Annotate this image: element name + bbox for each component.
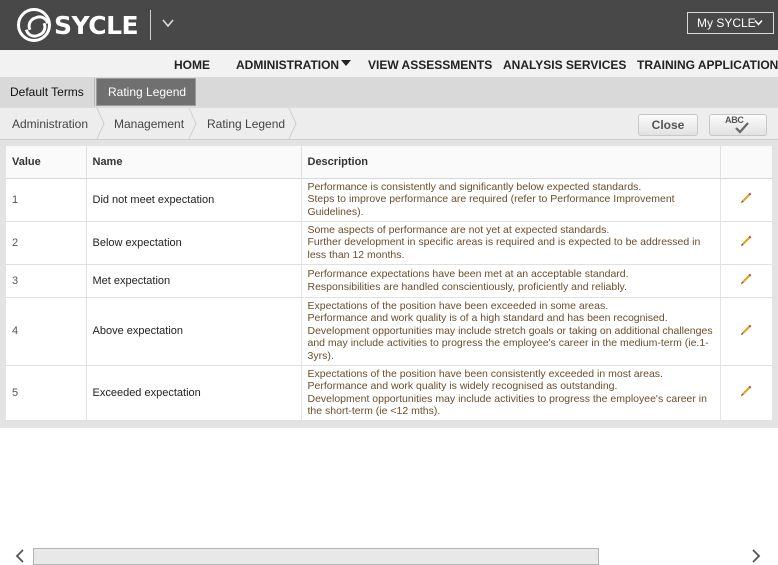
- tab-label: Default Terms: [10, 85, 84, 99]
- pencil-icon[interactable]: [739, 384, 753, 398]
- close-button-label: Close: [651, 118, 685, 132]
- cell-name: Exceeded expectation: [86, 365, 301, 420]
- table-row[interactable]: [6, 297, 772, 365]
- description-line: Further development in specific areas is required and is expected to be addressed in less than 12 months.: [307, 236, 701, 261]
- breadcrumb-separator-icon: [288, 108, 298, 139]
- cell-description: [301, 178, 720, 221]
- description-line: Development opportunities may include stretch goals or taking on additional challenges and may include activities to progress the employee's career in the medium-term (ie.1-3yrs).: [307, 324, 713, 362]
- nav-administration[interactable]: ADMINISTRATION: [236, 58, 340, 72]
- description-line: Responsibilities are handled conscientiously, proficiently and reliably.: [307, 280, 627, 293]
- table-row[interactable]: [6, 264, 772, 297]
- rating-legend-table: [6, 146, 773, 421]
- checkmark-icon: [735, 122, 749, 134]
- cell-edit: [720, 178, 772, 221]
- description-line: Performance and work quality is widely recognised as outstanding.: [307, 380, 618, 392]
- logo-text: SYCLE: [54, 10, 139, 40]
- pencil-icon[interactable]: [739, 191, 753, 205]
- nav-home[interactable]: HOME: [174, 58, 210, 72]
- cell-value: 1: [6, 178, 86, 221]
- table-row[interactable]: [6, 221, 772, 264]
- description-line: Development opportunities may include activities to progress the employee's career in the short-term (ie <12 mths).: [307, 392, 707, 417]
- cell-edit: [720, 221, 772, 264]
- caret-down-icon[interactable]: [341, 60, 351, 66]
- cell-name: Above expectation: [86, 297, 301, 365]
- description-line: Performance and work quality is of a high standard and has been recognised.: [307, 312, 668, 325]
- top-header: [0, 0, 778, 50]
- column-header-actions: [720, 146, 772, 178]
- cell-value: 3: [6, 264, 86, 297]
- cell-name: Below expectation: [86, 221, 301, 264]
- column-header-value[interactable]: Value: [6, 146, 86, 178]
- cell-description: [301, 264, 720, 297]
- breadcrumb-separator-icon: [96, 108, 106, 139]
- cell-value: 4: [6, 297, 86, 365]
- main-navigation: [0, 50, 778, 78]
- nav-training-application[interactable]: TRAINING APPLICATION: [637, 58, 778, 72]
- chevron-right-icon[interactable]: [750, 548, 762, 564]
- breadcrumb-management[interactable]: Management: [114, 116, 185, 131]
- pencil-icon[interactable]: [739, 323, 753, 337]
- sycle-logo[interactable]: [17, 8, 138, 42]
- nav-view-assessments[interactable]: VIEW ASSESSMENTS: [368, 58, 493, 72]
- cell-name: Met expectation: [86, 264, 301, 297]
- breadcrumb-administration[interactable]: Administration: [12, 116, 89, 131]
- pencil-icon[interactable]: [739, 234, 753, 248]
- spellcheck-icon-text: ABC: [725, 115, 744, 125]
- cell-description: [301, 297, 720, 365]
- rating-legend-panel: [0, 140, 778, 428]
- table-row[interactable]: [6, 365, 772, 420]
- sycle-logo-icon: [17, 8, 51, 42]
- spellcheck-button[interactable]: [709, 114, 767, 136]
- breadcrumb: [0, 106, 778, 140]
- table-row[interactable]: [6, 178, 772, 221]
- pencil-icon[interactable]: [739, 272, 753, 286]
- description-line: Expectations of the position have been exceeded in some areas.: [307, 299, 609, 312]
- table-header-row: [6, 146, 772, 178]
- cell-value: 2: [6, 221, 86, 264]
- chevron-down-icon[interactable]: [160, 15, 176, 31]
- tab-rating-legend[interactable]: [96, 78, 196, 106]
- breadcrumb-separator-icon: [188, 108, 198, 139]
- cell-value: 5: [6, 365, 86, 420]
- cell-edit: [720, 264, 772, 297]
- tab-label: Rating Legend: [108, 85, 187, 99]
- breadcrumb-rating-legend[interactable]: Rating Legend: [207, 116, 286, 131]
- my-sycle-dropdown[interactable]: [687, 12, 774, 34]
- spellcheck-icon: [723, 116, 753, 134]
- tab-default-terms[interactable]: [0, 78, 95, 106]
- cell-edit: [720, 297, 772, 365]
- close-button[interactable]: [638, 114, 698, 136]
- chevron-down-icon: [754, 18, 763, 27]
- description-line: Performance expectations have been met at an acceptable standard.: [307, 268, 629, 280]
- description-line: Some aspects of performance are not yet at expected standards.: [307, 223, 610, 236]
- cell-name: Did not meet expectation: [86, 178, 301, 221]
- description-line: Steps to improve performance are required (refer to Performance Improvement Guidelines).: [307, 193, 675, 218]
- header-divider: [150, 10, 151, 40]
- cell-edit: [720, 365, 772, 420]
- column-header-description[interactable]: Description: [301, 146, 720, 178]
- cell-description: [301, 221, 720, 264]
- column-header-name[interactable]: Name: [86, 146, 301, 178]
- cell-description: [301, 365, 720, 420]
- chevron-left-icon[interactable]: [14, 548, 26, 564]
- description-line: Expectations of the position have been consistently exceeded in most areas.: [307, 367, 663, 380]
- nav-analysis-services[interactable]: ANALYSIS SERVICES: [503, 58, 627, 72]
- description-line: Performance is consistently and significantly below expected standards.: [307, 180, 642, 193]
- my-sycle-label: My SYCLE: [697, 16, 756, 30]
- horizontal-scrollbar[interactable]: [33, 548, 599, 565]
- tab-bar: [0, 78, 778, 106]
